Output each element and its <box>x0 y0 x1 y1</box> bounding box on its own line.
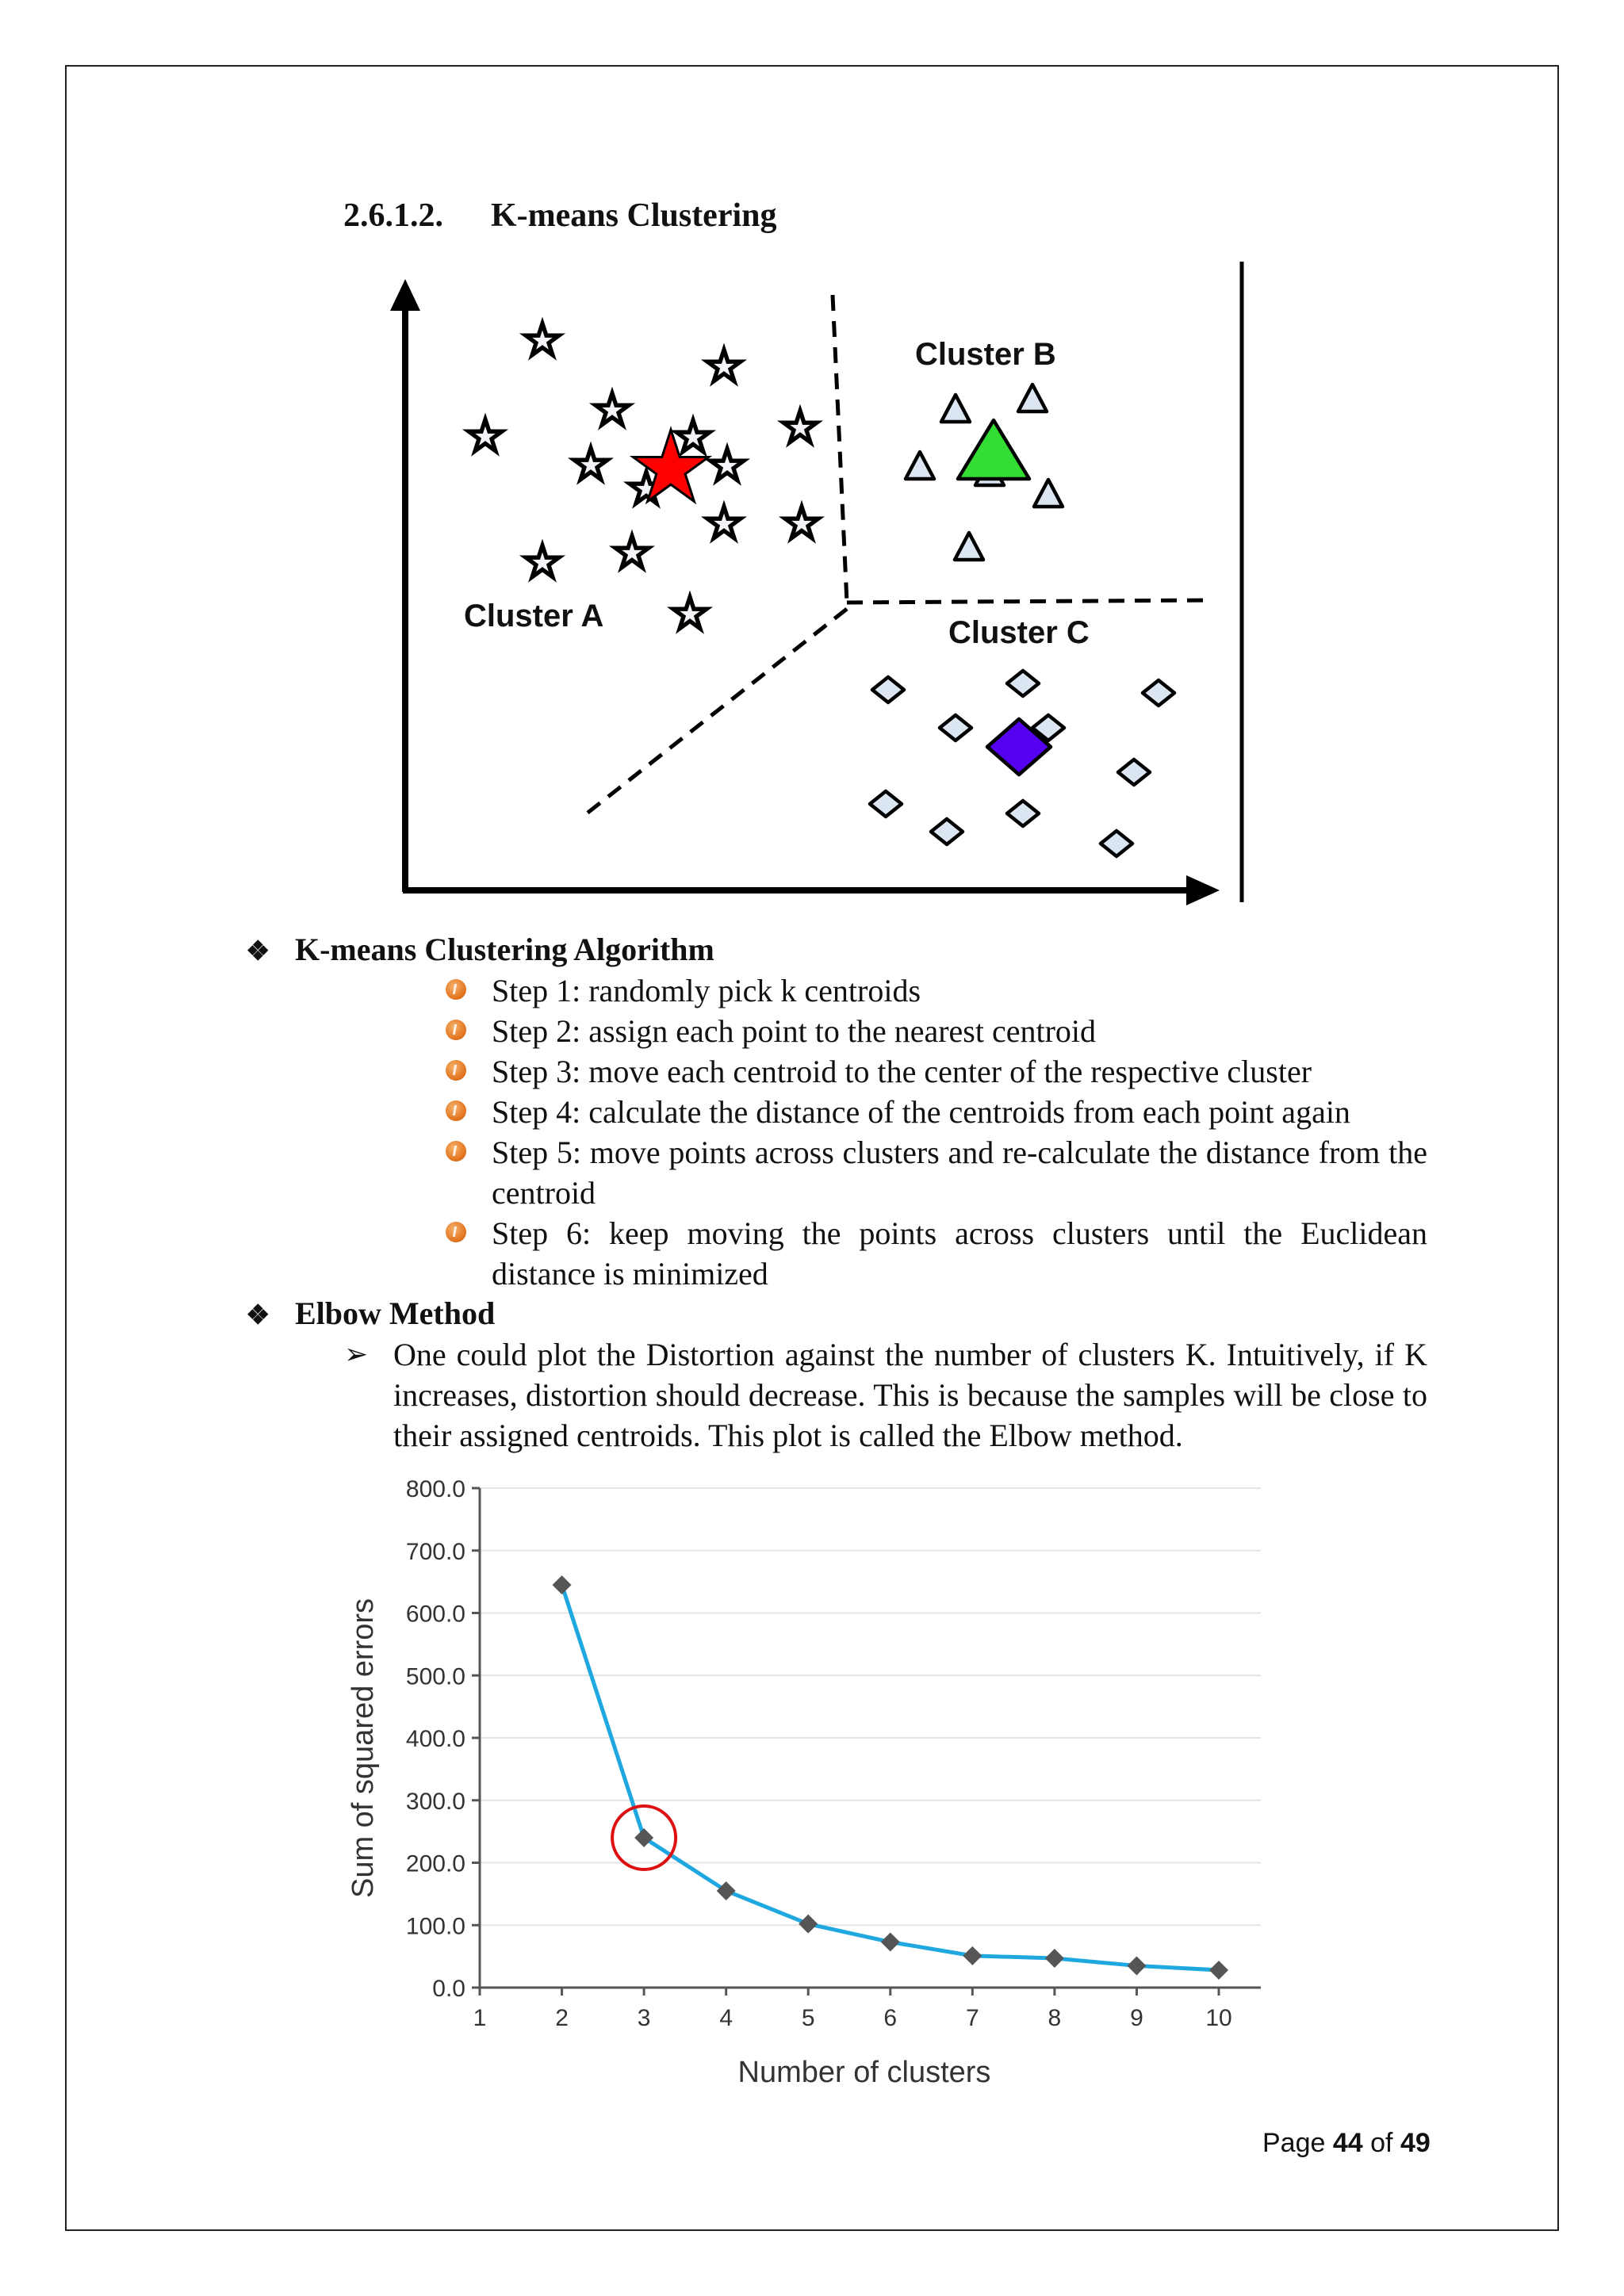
elbow-chart <box>341 1467 1293 2101</box>
x-tick-label: 6 <box>883 2005 898 2031</box>
y-tick-label: 800.0 <box>405 1476 465 1502</box>
y-tick-label: 400.0 <box>405 1726 465 1752</box>
cluster-boundaries <box>587 295 1213 813</box>
cluster-c-label: Cluster C <box>948 615 1090 650</box>
orange-bullet-icon <box>446 1222 466 1242</box>
elbow-title: Elbow Method <box>295 1295 496 1331</box>
current-page: 44 <box>1332 2128 1363 2158</box>
x-tick-label: 3 <box>637 2005 651 2031</box>
y-axis-arrow-icon <box>390 279 420 311</box>
x-tick-label: 1 <box>473 2005 487 2031</box>
y-tick-label: 700.0 <box>405 1538 465 1565</box>
chart-x-label: Number of clusters <box>737 2056 991 2089</box>
elbow-heading <box>246 1295 495 1332</box>
step-item: Step 5: move points across clusters and re-calculate the distance from the centroid <box>492 1132 1427 1213</box>
y-tick-label: 200.0 <box>405 1850 465 1877</box>
centroid-b-triangle-icon <box>958 420 1029 479</box>
orange-bullet-icon <box>446 979 466 1000</box>
y-tick-label: 600.0 <box>405 1601 465 1628</box>
orange-bullet-icon <box>446 1020 466 1040</box>
x-tick-label: 5 <box>801 2005 815 2031</box>
section-heading <box>343 197 777 235</box>
page-footer: Page 44 of 49 <box>1262 2128 1431 2158</box>
data-point-marker <box>799 1915 818 1934</box>
arrow-bullet-icon: ➢ <box>344 1338 369 1370</box>
data-point-marker <box>881 1933 900 1952</box>
y-tick-label: 300.0 <box>405 1788 465 1815</box>
algorithm-title: K-means Clustering Algorithm <box>295 932 714 967</box>
total-pages: 49 <box>1400 2128 1431 2158</box>
cluster-a-points <box>469 323 818 629</box>
section-number: 2.6.1.2. <box>343 197 443 234</box>
data-point-marker <box>1045 1949 1064 1968</box>
chart-gridlines <box>480 1488 1261 1925</box>
elbow-paragraph: ➢ One could plot the Distortion against the number of clusters K. Intuitively, if K increases, distortion should decrease. This is because the samples will be close to their assigned centroids. This plot is called the Elbow method. <box>393 1334 1427 1456</box>
x-tick-label: 7 <box>965 2005 979 2031</box>
x-tick-label: 2 <box>555 2005 569 2031</box>
diamond-bullet-icon: ❖ <box>246 937 270 966</box>
x-axis-arrow-icon <box>1186 875 1220 905</box>
cluster-b-label: Cluster B <box>915 337 1056 372</box>
series-markers <box>553 1575 1228 1980</box>
step-item: Step 6: keep moving the points across clusters until the Euclidean distance is minimized <box>492 1213 1427 1294</box>
data-point-marker <box>963 1946 982 1965</box>
y-tick-label: 0.0 <box>432 1976 465 2002</box>
orange-bullet-icon <box>446 1060 466 1081</box>
diamond-bullet-icon: ❖ <box>246 1301 270 1330</box>
data-point-marker <box>1127 1956 1146 1975</box>
orange-bullet-icon <box>446 1100 466 1121</box>
x-tick-label: 8 <box>1048 2005 1062 2031</box>
chart-ticks <box>406 1476 1232 2031</box>
step-item: Step 2: assign each point to the nearest centroid <box>492 1011 1427 1051</box>
data-point-marker <box>553 1575 572 1594</box>
x-tick-label: 9 <box>1130 2005 1143 2031</box>
x-tick-label: 10 <box>1205 2005 1232 2031</box>
x-tick-label: 4 <box>719 2005 733 2031</box>
y-tick-label: 100.0 <box>405 1913 465 1940</box>
cluster-figure <box>373 254 1269 912</box>
orange-bullet-icon <box>446 1141 466 1161</box>
data-point-marker <box>1209 1961 1228 1980</box>
step-item: Step 4: calculate the distance of the centroids from each point again <box>492 1092 1427 1132</box>
y-tick-label: 500.0 <box>405 1663 465 1690</box>
series-line <box>562 1585 1219 1970</box>
step-item: Step 1: randomly pick k centroids <box>492 970 1427 1011</box>
step-item: Step 3: move each centroid to the center of the respective cluster <box>492 1051 1427 1092</box>
cluster-a-label: Cluster A <box>464 599 604 633</box>
algorithm-heading <box>246 931 714 968</box>
chart-y-label: Sum of squared errors <box>347 1598 380 1899</box>
section-title: K-means Clustering <box>491 197 777 234</box>
